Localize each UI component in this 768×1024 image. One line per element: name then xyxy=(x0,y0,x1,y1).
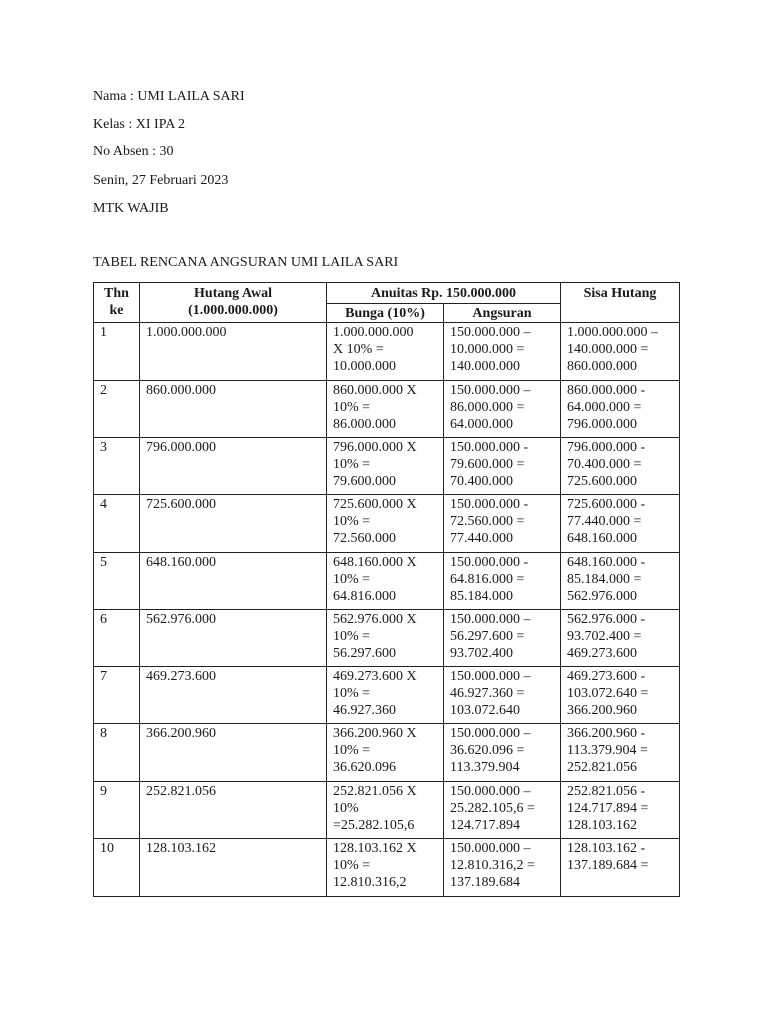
cell-installment xyxy=(444,495,561,553)
cell-installment xyxy=(444,438,561,495)
cell-installment xyxy=(444,381,561,438)
col-header-interest: Bunga (10%) xyxy=(327,304,444,323)
cell-installment-line: 93.702.400 xyxy=(450,646,513,661)
cell-remaining-debt xyxy=(561,782,680,839)
cell-remaining-debt xyxy=(561,438,680,495)
cell-initial-debt: 725.600.000 xyxy=(140,495,327,553)
cell-interest-line: 86.000.000 xyxy=(333,417,396,432)
cell-interest-line: 10% = xyxy=(333,457,371,472)
cell-interest-line: 64.816.000 xyxy=(333,589,396,604)
cell-remaining-debt xyxy=(561,610,680,667)
cell-installment-line: 86.000.000 = xyxy=(450,400,525,415)
col-header-installment: Angsuran xyxy=(444,304,561,323)
cell-interest xyxy=(327,667,444,724)
cell-installment-line: 70.400.000 xyxy=(450,474,513,489)
cell-remaining-debt-line: 252.821.056 - xyxy=(567,784,646,799)
student-number: No Absen : 30 xyxy=(93,144,174,159)
cell-year: 2 xyxy=(94,381,140,438)
cell-remaining-debt-line: 648.160.000 xyxy=(567,531,637,546)
cell-installment-line: 12.810.316,2 = xyxy=(450,858,535,873)
cell-remaining-debt-line: 860.000.000 xyxy=(567,359,637,374)
cell-interest-line: X 10% = xyxy=(333,342,384,357)
cell-installment xyxy=(444,667,561,724)
cell-interest-line: 469.273.600 X xyxy=(333,669,417,684)
cell-installment-line: 150.000.000 - xyxy=(450,497,529,512)
cell-installment-line: 64.000.000 xyxy=(450,417,513,432)
col-header-initial-debt: Hutang Awal (1.000.000.000) xyxy=(140,283,327,323)
cell-initial-debt: 366.200.960 xyxy=(140,724,327,782)
cell-initial-debt: 1.000.000.000 xyxy=(140,323,327,381)
cell-interest xyxy=(327,438,444,495)
cell-year: 8 xyxy=(94,724,140,782)
cell-remaining-debt-line: 113.379.904 = xyxy=(567,743,648,758)
cell-interest xyxy=(327,610,444,667)
cell-interest-line: 10% = xyxy=(333,629,371,644)
cell-interest-line: 10% = xyxy=(333,514,371,529)
cell-installment-line: 150.000.000 – xyxy=(450,726,531,741)
cell-interest-line: 46.927.360 xyxy=(333,703,396,718)
cell-initial-debt: 469.273.600 xyxy=(140,667,327,724)
student-class: Kelas : XI IPA 2 xyxy=(93,117,186,132)
table-row xyxy=(94,667,680,724)
cell-interest-line: 366.200.960 X xyxy=(333,726,417,741)
cell-remaining-debt-line: 93.702.400 = xyxy=(567,629,642,644)
cell-remaining-debt-line: 124.717.894 = xyxy=(567,801,649,816)
cell-installment-line: 113.379.904 xyxy=(450,760,520,775)
cell-interest xyxy=(327,839,444,897)
cell-remaining-debt xyxy=(561,323,680,381)
table-row xyxy=(94,381,680,438)
cell-year: 10 xyxy=(94,839,140,897)
table-row xyxy=(94,782,680,839)
cell-interest-line: 10% xyxy=(333,801,359,816)
cell-interest-line: 860.000.000 X xyxy=(333,383,417,398)
cell-installment-line: 36.620.096 = xyxy=(450,743,525,758)
cell-interest-line: 10% = xyxy=(333,743,371,758)
cell-remaining-debt-line: 648.160.000 - xyxy=(567,555,646,570)
cell-installment-line: 56.297.600 = xyxy=(450,629,525,644)
cell-installment-line: 150.000.000 – xyxy=(450,784,531,799)
cell-installment-line: 150.000.000 – xyxy=(450,841,531,856)
col-header-remaining-debt: Sisa Hutang xyxy=(561,283,680,323)
cell-year: 4 xyxy=(94,495,140,553)
cell-initial-debt: 128.103.162 xyxy=(140,839,327,897)
cell-interest-line: 725.600.000 X xyxy=(333,497,417,512)
cell-remaining-debt-line: 469.273.600 xyxy=(567,646,637,661)
cell-installment-line: 150.000.000 - xyxy=(450,440,529,455)
cell-remaining-debt-line: 860.000.000 - xyxy=(567,383,646,398)
cell-interest xyxy=(327,495,444,553)
cell-installment-line: 150.000.000 – xyxy=(450,325,531,340)
cell-remaining-debt xyxy=(561,381,680,438)
cell-remaining-debt-line: 103.072.640 = xyxy=(567,686,649,701)
cell-remaining-debt-line: 70.400.000 = xyxy=(567,457,642,472)
cell-installment-line: 150.000.000 – xyxy=(450,383,531,398)
cell-interest-line: 562.976.000 X xyxy=(333,612,417,627)
cell-installment-line: 10.000.000 = xyxy=(450,342,525,357)
installment-table xyxy=(93,282,680,897)
table-row xyxy=(94,610,680,667)
cell-remaining-debt xyxy=(561,667,680,724)
cell-remaining-debt-line: 796.000.000 xyxy=(567,417,637,432)
cell-interest-line: 56.297.600 xyxy=(333,646,396,661)
cell-remaining-debt xyxy=(561,724,680,782)
cell-remaining-debt-line: 1.000.000.000 – xyxy=(567,325,658,340)
cell-interest-line: 648.160.000 X xyxy=(333,555,417,570)
cell-initial-debt: 648.160.000 xyxy=(140,553,327,610)
cell-installment-line: 124.717.894 xyxy=(450,818,520,833)
cell-installment xyxy=(444,839,561,897)
cell-remaining-debt-line: 64.000.000 = xyxy=(567,400,642,415)
cell-remaining-debt xyxy=(561,495,680,553)
cell-remaining-debt-line: 128.103.162 - xyxy=(567,841,646,856)
cell-remaining-debt-line: 366.200.960 xyxy=(567,703,637,718)
cell-installment-line: 85.184.000 xyxy=(450,589,513,604)
cell-interest-line: 10% = xyxy=(333,572,371,587)
cell-remaining-debt xyxy=(561,839,680,897)
cell-year: 3 xyxy=(94,438,140,495)
cell-installment-line: 79.600.000 = xyxy=(450,457,525,472)
cell-remaining-debt-line: 366.200.960 - xyxy=(567,726,646,741)
cell-interest-line: 10% = xyxy=(333,400,371,415)
col-header-annuity: Anuitas Rp. 150.000.000 xyxy=(327,283,561,304)
cell-installment-line: 150.000.000 - xyxy=(450,555,529,570)
table-body xyxy=(94,323,680,897)
cell-initial-debt: 252.821.056 xyxy=(140,782,327,839)
subject: MTK WAJIB xyxy=(93,201,169,216)
cell-year: 5 xyxy=(94,553,140,610)
cell-installment-line: 77.440.000 xyxy=(450,531,513,546)
table-row xyxy=(94,323,680,381)
cell-remaining-debt-line: 469.273.600 - xyxy=(567,669,646,684)
cell-installment-line: 140.000.000 xyxy=(450,359,520,374)
cell-year: 1 xyxy=(94,323,140,381)
cell-remaining-debt-line: 725.600.000 xyxy=(567,474,637,489)
cell-year: 7 xyxy=(94,667,140,724)
student-name: Nama : UMI LAILA SARI xyxy=(93,89,245,104)
document-date: Senin, 27 Februari 2023 xyxy=(93,173,229,188)
cell-interest xyxy=(327,553,444,610)
cell-installment-line: 103.072.640 xyxy=(450,703,520,718)
cell-installment-line: 150.000.000 – xyxy=(450,669,531,684)
cell-remaining-debt-line: 77.440.000 = xyxy=(567,514,642,529)
table-row xyxy=(94,724,680,782)
cell-installment-line: 25.282.105,6 = xyxy=(450,801,535,816)
cell-remaining-debt-line: 252.821.056 xyxy=(567,760,637,775)
cell-interest xyxy=(327,724,444,782)
cell-remaining-debt xyxy=(561,553,680,610)
cell-installment-line: 46.927.360 = xyxy=(450,686,525,701)
cell-initial-debt: 796.000.000 xyxy=(140,438,327,495)
cell-initial-debt: 562.976.000 xyxy=(140,610,327,667)
cell-interest xyxy=(327,782,444,839)
cell-interest-line: 10% = xyxy=(333,686,371,701)
cell-initial-debt: 860.000.000 xyxy=(140,381,327,438)
table-row xyxy=(94,553,680,610)
cell-interest-line: 252.821.056 X xyxy=(333,784,417,799)
cell-installment xyxy=(444,724,561,782)
cell-remaining-debt-line: 725.600.000 - xyxy=(567,497,646,512)
cell-interest-line: 72.560.000 xyxy=(333,531,396,546)
cell-installment-line: 137.189.684 xyxy=(450,875,520,890)
cell-interest-line: 796.000.000 X xyxy=(333,440,417,455)
cell-interest xyxy=(327,381,444,438)
cell-interest-line: 10.000.000 xyxy=(333,359,396,374)
cell-remaining-debt-line: 137.189.684 = xyxy=(567,858,649,873)
table-row xyxy=(94,839,680,897)
cell-interest-line: 12.810.316,2 xyxy=(333,875,407,890)
cell-interest xyxy=(327,323,444,381)
cell-installment xyxy=(444,323,561,381)
cell-remaining-debt-line: 140.000.000 = xyxy=(567,342,649,357)
cell-installment xyxy=(444,610,561,667)
cell-year: 6 xyxy=(94,610,140,667)
table-row xyxy=(94,438,680,495)
cell-installment-line: 72.560.000 = xyxy=(450,514,525,529)
table-title: TABEL RENCANA ANGSURAN UMI LAILA SARI xyxy=(93,255,399,270)
cell-interest-line: 36.620.096 xyxy=(333,760,396,775)
cell-year: 9 xyxy=(94,782,140,839)
table-row xyxy=(94,495,680,553)
col-header-year: Thn ke xyxy=(94,283,140,323)
cell-remaining-debt-line: 128.103.162 xyxy=(567,818,637,833)
cell-remaining-debt-line: 796.000.000 - xyxy=(567,440,646,455)
cell-interest-line: 79.600.000 xyxy=(333,474,396,489)
cell-interest-line: 1.000.000.000 xyxy=(333,325,414,340)
cell-installment-line: 150.000.000 – xyxy=(450,612,531,627)
cell-interest-line: 128.103.162 X xyxy=(333,841,417,856)
cell-remaining-debt-line: 562.976.000 - xyxy=(567,612,646,627)
cell-remaining-debt-line: 85.184.000 = xyxy=(567,572,642,587)
cell-interest-line: 10% = xyxy=(333,858,371,873)
cell-installment xyxy=(444,553,561,610)
cell-installment-line: 64.816.000 = xyxy=(450,572,525,587)
cell-installment xyxy=(444,782,561,839)
cell-interest-line: =25.282.105,6 xyxy=(333,818,415,833)
cell-remaining-debt-line: 562.976.000 xyxy=(567,589,637,604)
